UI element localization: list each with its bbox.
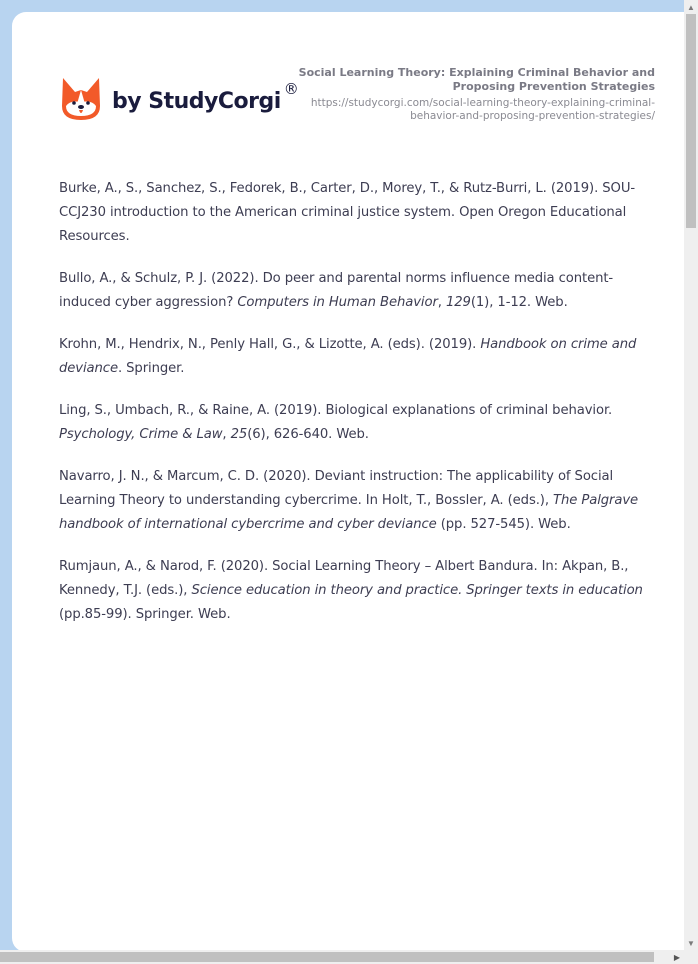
vertical-scrollbar[interactable]	[684, 0, 698, 950]
reference-italic-text: Psychology, Crime & Law	[59, 427, 223, 442]
registered-mark: ®	[283, 80, 299, 98]
reference-item	[59, 177, 659, 249]
document-title: Social Learning Theory: Explaining Criminal Behavior and Proposing Prevention Strategies	[298, 66, 655, 93]
logo-text: by StudyCorgi	[112, 88, 281, 114]
reference-item	[59, 399, 659, 447]
scroll-right-icon[interactable]: ▶	[673, 952, 681, 962]
reference-text: Navarro, J. N., & Marcum, C. D. (2020). Deviant instruction: The applicability of Social Learning Theory to understanding cybercrime. In Holt, T., Bossler, A. (eds.),	[59, 469, 614, 508]
horizontal-scrollbar[interactable]	[0, 950, 698, 964]
reference-italic-text: 129	[445, 295, 471, 310]
reference-italic-text: Computers in Human Behavior	[237, 295, 438, 310]
reference-item	[59, 555, 659, 627]
reference-text: (6), 626-640. Web.	[247, 427, 369, 442]
document-info	[295, 66, 655, 123]
corgi-icon	[60, 76, 102, 122]
reference-italic-text: Science education in theory and practice. Springer texts in education	[191, 583, 643, 598]
reference-italic-text: The Palgrave handbook of international cybercrime and cyber deviance	[59, 493, 639, 532]
scroll-down-icon[interactable]: ▼	[687, 938, 695, 948]
reference-text: (pp. 527-545). Web.	[436, 517, 571, 532]
reference-text: Burke, A., S., Sanchez, S., Fedorek, B., Carter, D., Morey, T., & Rutz-Burri, L. (2019). SOU-CCJ230 introduction to the American criminal justice system. Open Oregon Educational Resources.	[59, 181, 636, 244]
reference-italic-text: Handbook on crime and deviance	[59, 337, 637, 376]
reference-text: (1), 1-12. Web.	[470, 295, 568, 310]
reference-text: ,	[437, 295, 446, 310]
reference-list	[59, 177, 659, 645]
reference-text: (pp.85-99). Springer. Web.	[59, 607, 231, 622]
reference-text: Bullo, A., & Schulz, P. J. (2022). Do peer and parental norms influence media content-induced cyber aggression?	[59, 271, 614, 310]
reference-item	[59, 333, 659, 381]
reference-text: ,	[222, 427, 231, 442]
reference-item	[59, 267, 659, 315]
reference-text: Rumjaun, A., & Narod, F. (2020). Social Learning Theory – Albert Bandura. In: Akpan, B., Kennedy, T.J. (eds.),	[59, 559, 629, 598]
document-page	[12, 12, 684, 952]
reference-italic-text: 25	[230, 427, 248, 442]
scroll-up-icon[interactable]: ▲	[687, 2, 695, 12]
document-url[interactable]: https://studycorgi.com/social-learning-theory-explaining-criminal-behavior-and-proposing-prevention-strategies/	[310, 97, 655, 122]
reference-item	[59, 465, 659, 537]
horizontal-scroll-thumb[interactable]	[0, 952, 654, 962]
page-header	[12, 12, 684, 152]
reference-text: . Springer.	[117, 361, 185, 376]
reference-text: Ling, S., Umbach, R., & Raine, A. (2019). Biological explanations of criminal behavior.	[59, 403, 613, 418]
vertical-scroll-thumb[interactable]	[686, 14, 696, 228]
studycorgi-logo[interactable]	[60, 76, 299, 122]
reference-text: Krohn, M., Hendrix, N., Penly Hall, G., & Lizotte, A. (eds). (2019).	[59, 337, 481, 352]
